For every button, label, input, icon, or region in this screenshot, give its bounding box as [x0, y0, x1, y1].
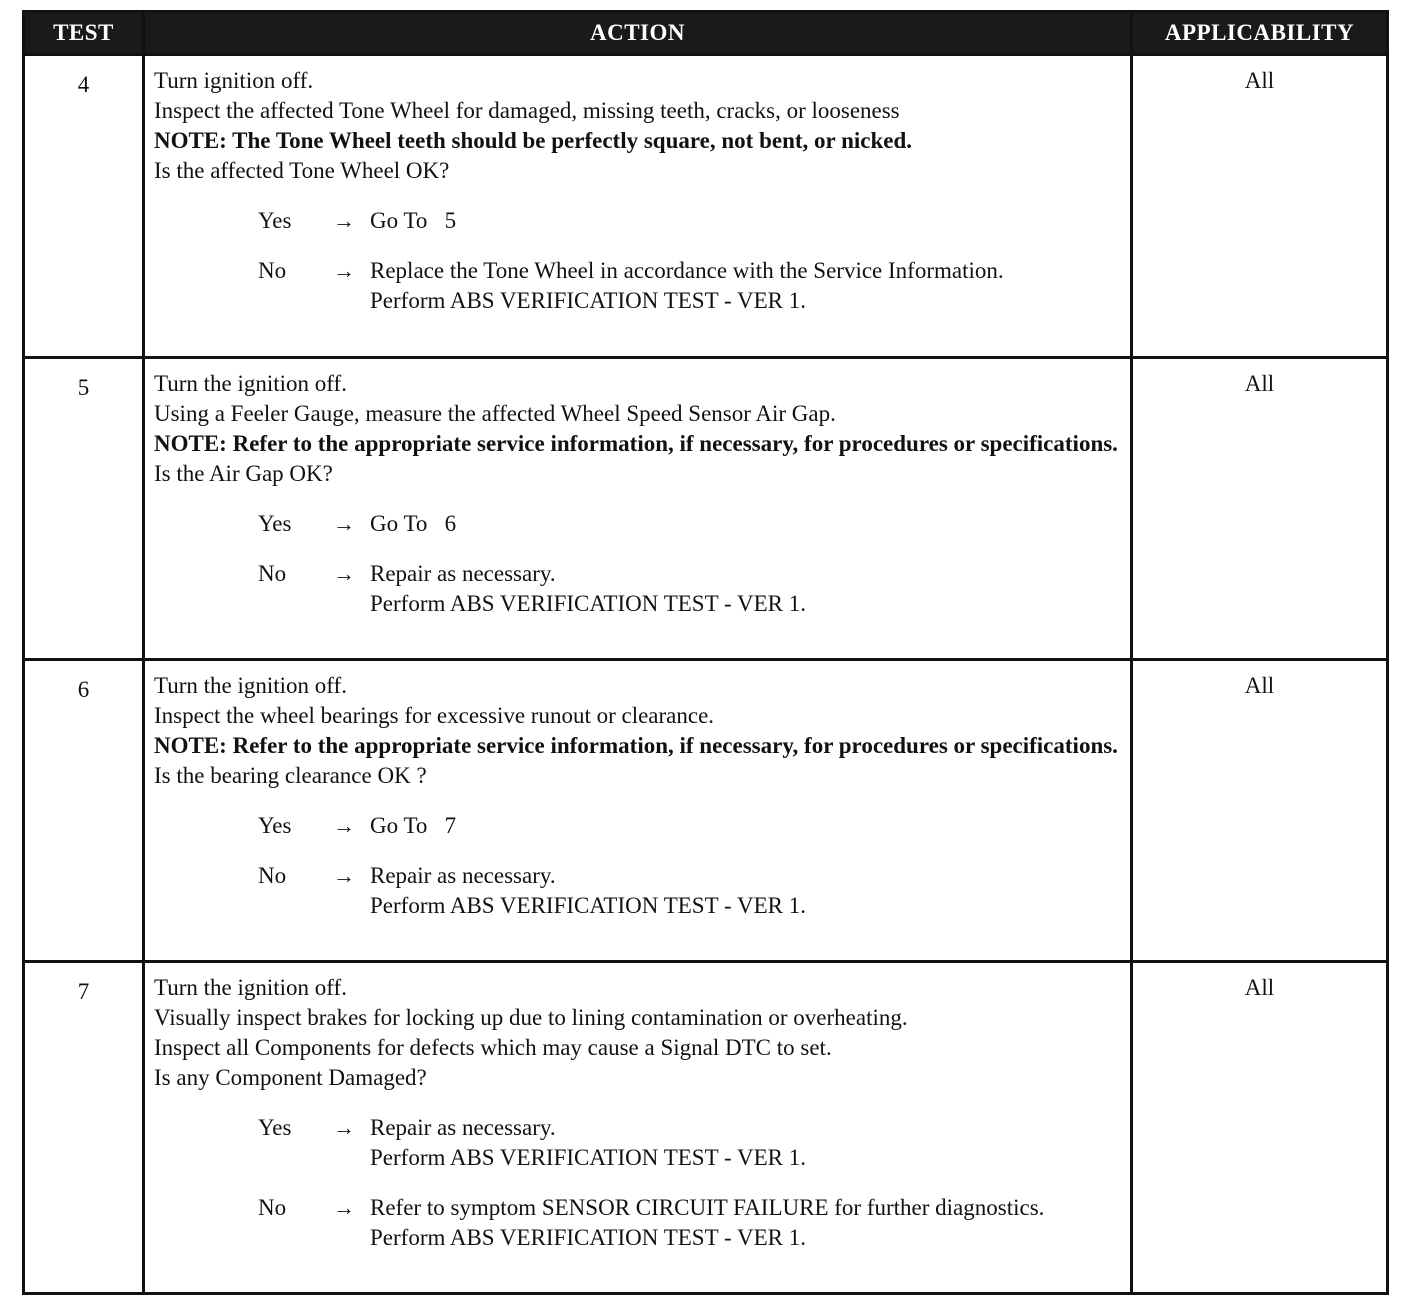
result-line: Perform ABS VERIFICATION TEST - VER 1. — [370, 893, 806, 918]
table-row — [24, 55, 1388, 358]
yes-result — [370, 811, 1121, 841]
yes-branch — [258, 1113, 1121, 1173]
no-result — [370, 861, 1121, 921]
right-arrow-icon: → — [333, 1195, 355, 1220]
note-text: NOTE: The Tone Wheel teeth should be perfectly square, not bent, or nicked. — [154, 128, 913, 153]
test-number: 6 — [24, 660, 144, 962]
question-text: Is the Air Gap OK? — [154, 461, 333, 486]
yes-label: Yes — [258, 511, 292, 536]
test-number: 5 — [24, 358, 144, 660]
header-applicability: APPLICABILITY — [1132, 12, 1388, 55]
yes-label: Yes — [258, 813, 292, 838]
applicability-value: All — [1132, 962, 1388, 1294]
result-line: Repair as necessary. — [370, 1115, 556, 1140]
result-line: Repair as necessary. — [370, 561, 556, 586]
action-line: Using a Feeler Gauge, measure the affected Wheel Speed Sensor Air Gap. — [154, 401, 836, 426]
action-line: Visually inspect brakes for locking up due to lining contamination or overheating. — [154, 1005, 908, 1030]
yes-result — [370, 509, 1121, 539]
right-arrow-icon: → — [333, 813, 355, 838]
yes-branch — [258, 206, 1121, 236]
result-line: Refer to symptom SENSOR CIRCUIT FAILURE for further diagnostics. — [370, 1195, 1045, 1220]
diagnostic-test-table — [22, 10, 1389, 1295]
yes-branch — [258, 811, 1121, 841]
result-line: Perform ABS VERIFICATION TEST - VER 1. — [370, 288, 806, 313]
table-header-row — [24, 12, 1388, 55]
result-line: Perform ABS VERIFICATION TEST - VER 1. — [370, 1145, 806, 1170]
result-line: Repair as necessary. — [370, 863, 556, 888]
action-line: Inspect the affected Tone Wheel for damaged, missing teeth, cracks, or looseness — [154, 98, 900, 123]
header-test: TEST — [24, 12, 144, 55]
action-cell — [144, 962, 1132, 1294]
yes-label: Yes — [258, 1115, 292, 1140]
action-line: Inspect all Components for defects which may cause a Signal DTC to set. — [154, 1035, 832, 1060]
note-text: NOTE: Refer to the appropriate service information, if necessary, for procedures or specifications. — [154, 733, 1118, 758]
table-row — [24, 660, 1388, 962]
result-line: Replace the Tone Wheel in accordance with the Service Information. — [370, 258, 1004, 283]
action-line: Turn the ignition off. — [154, 673, 347, 698]
no-result — [370, 1193, 1121, 1253]
question-text: Is the affected Tone Wheel OK? — [154, 158, 450, 183]
applicability-value: All — [1132, 358, 1388, 660]
result-line: Perform ABS VERIFICATION TEST - VER 1. — [370, 1225, 806, 1250]
result-line: Perform ABS VERIFICATION TEST - VER 1. — [370, 591, 806, 616]
right-arrow-icon: → — [333, 561, 355, 586]
action-line: Turn the ignition off. — [154, 975, 347, 1000]
result-line: Go To 6 — [370, 511, 457, 536]
action-cell — [144, 55, 1132, 358]
yes-result — [370, 1113, 1121, 1173]
no-branch — [258, 256, 1121, 316]
question-text: Is the bearing clearance OK ? — [154, 763, 427, 788]
table-row — [24, 962, 1388, 1294]
no-branch — [258, 1193, 1121, 1253]
result-line: Go To 7 — [370, 813, 457, 838]
no-result — [370, 256, 1121, 316]
right-arrow-icon: → — [333, 511, 355, 536]
test-number: 7 — [24, 962, 144, 1294]
action-line: Turn ignition off. — [154, 68, 314, 93]
no-branch — [258, 559, 1121, 619]
right-arrow-icon: → — [333, 863, 355, 888]
no-label: No — [258, 863, 287, 888]
action-cell — [144, 660, 1132, 962]
right-arrow-icon: → — [333, 258, 355, 283]
no-branch — [258, 861, 1121, 921]
applicability-value: All — [1132, 660, 1388, 962]
no-label: No — [258, 1195, 287, 1220]
table-row — [24, 358, 1388, 660]
applicability-value: All — [1132, 55, 1388, 358]
yes-branch — [258, 509, 1121, 539]
result-line: Go To 5 — [370, 208, 457, 233]
action-line: Turn the ignition off. — [154, 371, 347, 396]
yes-result — [370, 206, 1121, 236]
header-action: ACTION — [144, 12, 1132, 55]
no-result — [370, 559, 1121, 619]
question-text: Is any Component Damaged? — [154, 1065, 427, 1090]
note-text: NOTE: Refer to the appropriate service information, if necessary, for procedures or specifications. — [154, 431, 1118, 456]
right-arrow-icon: → — [333, 1115, 355, 1140]
test-number: 4 — [24, 55, 144, 358]
no-label: No — [258, 258, 287, 283]
yes-label: Yes — [258, 208, 292, 233]
action-line: Inspect the wheel bearings for excessive runout or clearance. — [154, 703, 715, 728]
no-label: No — [258, 561, 287, 586]
right-arrow-icon: → — [333, 208, 355, 233]
action-cell — [144, 358, 1132, 660]
